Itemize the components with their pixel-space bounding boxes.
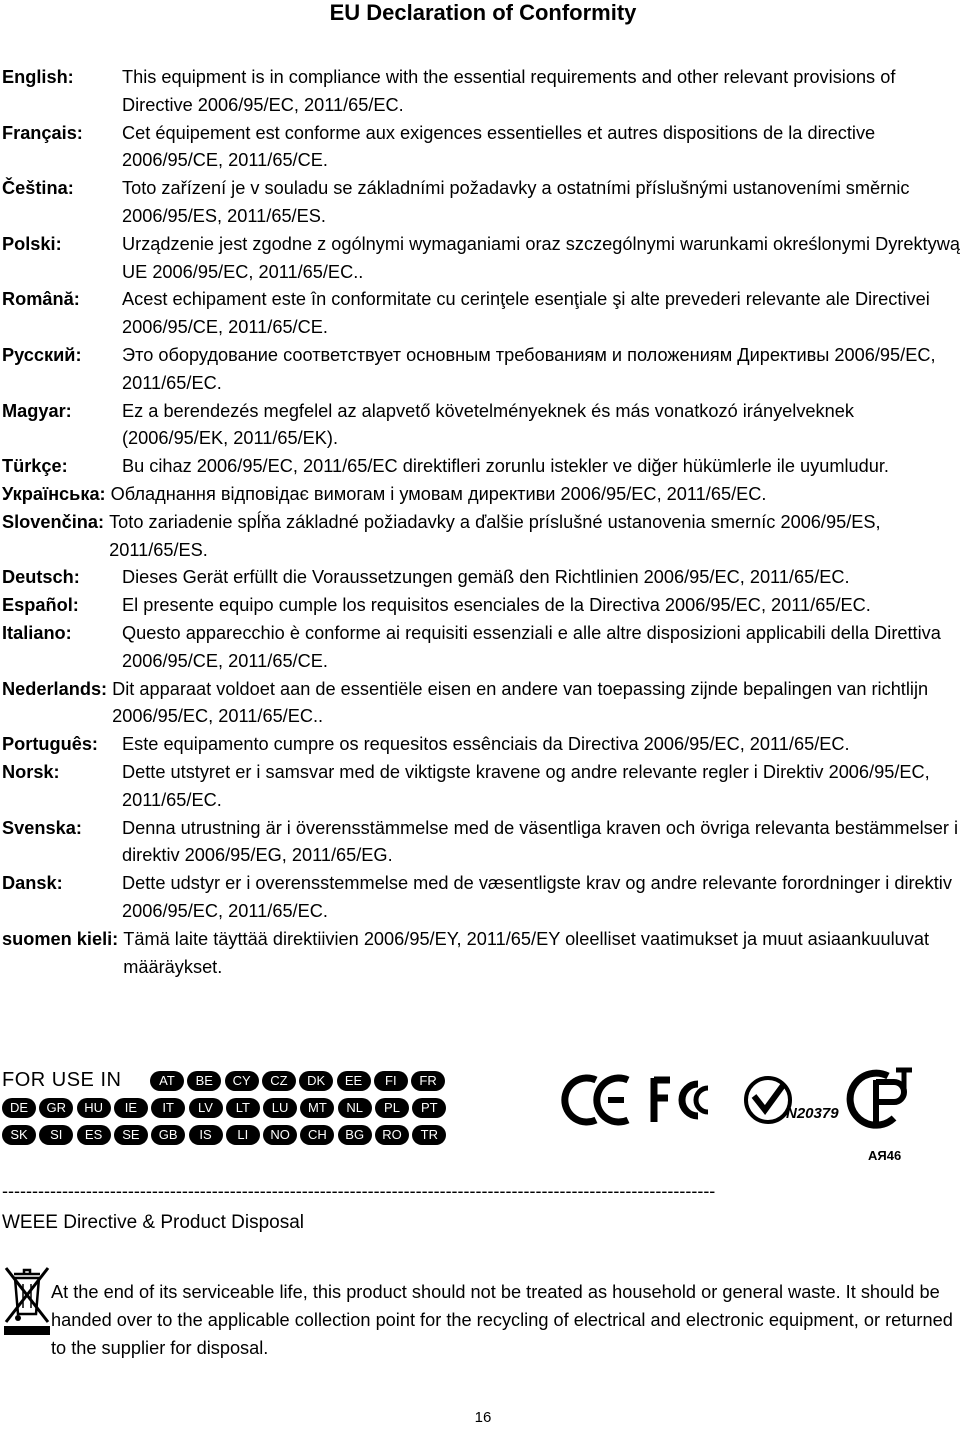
country-code-badge: GB [151,1125,185,1145]
declaration-text: Cet équipement est conforme aux exigences essentielles et autres dispositions de la directive 2006/95/CE, 2011/65/CE. [122,122,876,171]
ce-mark-icon [565,1078,628,1122]
declaration-row [2,398,960,454]
for-use-in-label: FOR USE IN [2,1069,122,1091]
declaration-text: El presente equipo cumple los requisitos esenciales de la Directiva 2006/95/EC, 2011/65/EC. [122,595,871,616]
country-code-badge: AT [150,1071,184,1091]
c-tick-mark-icon [746,1078,790,1122]
declaration-text: Ez a berendezés megfelel az alapvető követelményeknek és más vonatkozó irányelveknek (2006/95/EK, 2011/65/EK). [122,400,854,449]
language-label: suomen kieli: [2,928,119,949]
country-code-badge: SI [39,1125,73,1145]
declaration-row [2,759,960,815]
country-code-badge: CH [300,1125,334,1145]
country-code-badge: HU [77,1098,111,1118]
country-code-badge: FR [411,1071,445,1091]
fcc-mark-icon [654,1078,708,1122]
gost-r-mark-icon [850,1070,912,1125]
language-label: Türkçe: [2,456,68,477]
declaration-row [2,342,960,398]
declaration-row [2,453,960,481]
language-label: Svenska: [2,817,82,838]
language-label: Português: [2,734,98,755]
declaration-text: Toto zariadenie spĺňa základné požiadavky a ďalšie príslušné ustanovenia smerníc 2006/95/ES, 2011/65/ES. [109,511,881,560]
country-code-badge: DK [299,1071,333,1091]
country-code-badge: CY [225,1071,259,1091]
country-code-badge: CZ [262,1071,296,1091]
country-code-badge: LT [226,1098,260,1118]
language-label: Dansk: [2,873,63,894]
country-code-badge: NL [338,1098,372,1118]
country-code-badge: FI [374,1071,408,1091]
declaration-text: Dette utstyret er i samsvar med de viktigste kravene og andre relevante regler i Direktiv 2006/95/EC, 2011/65/EC. [122,761,930,810]
declaration-row [2,676,960,732]
country-code-badge: IT [151,1098,185,1118]
declaration-text: Dit apparaat voldoet aan de essentiële eisen en andere van toepassing zijnde bepalingen van richtlijn 2006/95/EC, 2011/65/EC.. [112,678,929,727]
country-code-badge: LU [263,1098,297,1118]
country-code-badge: SE [114,1125,148,1145]
country-code-badge: LI [226,1125,260,1145]
weee-title: WEEE Directive & Product Disposal [2,1212,304,1233]
declaration-row [2,64,960,120]
declaration-text: Acest echipament este în conformitate cu cerinţele esenţiale şi alte prevederi relevante ale Directivei 2006/95/CE, 2011/65/CE. [122,289,930,338]
language-label: Русский: [2,344,82,365]
declaration-text: This equipment is in compliance with the essential requirements and other relevant provisions of Directive 2006/95/EC, 2011/65/EC. [122,67,896,115]
declaration-text: Обладнання відповідає вимогам і умовам директиви 2006/95/EC, 2011/65/EC. [110,483,767,504]
declarations-list [2,64,960,981]
declaration-text: Dieses Gerät erfüllt die Voraussetzungen gemäß den Richtlinien 2006/95/EC, 2011/65/EC. [122,567,850,588]
weee-text: At the end of its serviceable life, this product should not be treated as household or general waste. It should be handed over to the applicable collection point for the recycling of electrical and electronic equipment, or returned to the supplier for disposal. [51,1282,953,1358]
language-label: Nederlands: [2,678,108,699]
declaration-row [2,175,960,231]
declaration-text: Bu cihaz 2006/95/EC, 2011/65/EC direktifleri zorunlu istekler ve diğer hükümlerle ile uyumludur. [122,456,889,477]
country-code-badge: PL [375,1098,409,1118]
language-label: Español: [2,595,79,616]
declaration-row [2,870,960,926]
country-code-badge: TR [412,1125,446,1145]
declaration-row [2,481,960,509]
language-label: Čeština: [2,178,74,199]
declaration-text: Questo apparecchio è conforme ai requisiti essenziali e alle altre disposizioni applicabili della Direttiva 2006/95/CE, 2011/65/CE. [122,622,941,671]
certification-marks [558,1066,918,1166]
country-code-badge: IS [189,1125,223,1145]
country-code-badge: EE [337,1071,371,1091]
language-label: English: [2,67,74,87]
country-code-badge: MT [300,1098,334,1118]
declaration-row [2,564,960,592]
declaration-text: Это оборудование соответствует основным требованиям и положениям Директивы 2006/95/EC, 2011/65/EC. [122,344,936,393]
country-code-badge: ES [77,1125,111,1145]
language-label: Deutsch: [2,567,80,588]
page-number: 16 [474,1409,492,1426]
page-title: EU Declaration of Conformity [329,0,637,25]
declaration-row [2,231,960,287]
crossed-bin-icon [2,1262,52,1338]
language-label: Română: [2,289,80,310]
declaration-row [2,286,960,342]
country-code-badge: PT [412,1098,446,1118]
declaration-row [2,926,960,982]
country-code-badge: RO [375,1125,409,1145]
country-code-badge: NO [263,1125,297,1145]
declaration-row [2,620,960,676]
country-code-badge: BG [338,1125,372,1145]
language-label: Norsk: [2,761,60,782]
separator-line: ----------------------------------------------------------------------------------------------------------------------- [2,1181,716,1201]
declaration-row [2,120,960,176]
declaration-text: Urządzenie jest zgodne z ogólnymi wymaganiami oraz szczególnymi warunkami określonymi Dyrektywą UE 2006/95/EC, 2011/65/EC.. [122,233,960,282]
declaration-row [2,815,960,871]
declaration-row [2,509,960,565]
gost-code: АЯ46 [868,1148,902,1163]
declaration-text: Denna utrustning är i överensstämmelse med de väsentliga kraven och övriga relevanta bestämmelser i direktiv 2006/95/EG, 2011/65/EG. [122,817,959,866]
country-code-badge: IE [114,1098,148,1118]
n-code: N20379 [786,1105,839,1122]
language-label: Français: [2,122,83,143]
country-code-badge: GR [39,1098,73,1118]
language-label: Українська: [2,483,106,504]
country-code-badge: BE [187,1071,221,1091]
declaration-row [2,592,960,620]
language-label: Slovenčina: [2,511,105,532]
declaration-text: Dette udstyr er i overensstemmelse med de væsentligste krav og andre relevante forordninger i direktiv 2006/95/EC, 2011/65/EC. [122,873,952,921]
country-code-badge: SK [2,1125,36,1145]
declaration-text: Tämä laite täyttää direktiivien 2006/95/EY, 2011/65/EY oleelliset vaatimukset ja muut asiaankuuluvat määräykset. [123,928,930,977]
language-label: Italiano: [2,622,72,643]
declaration-text: Toto zařízení je v souladu se základními požadavky a ostatními příslušnými ustanoveními směrnic 2006/95/ES, 2011/65/ES. [122,178,910,226]
country-code-badge: DE [2,1098,36,1118]
language-label: Magyar: [2,400,72,421]
declaration-text: Este equipamento cumpre os requesitos essênciais da Directiva 2006/95/EC, 2011/65/EC. [122,734,850,755]
declaration-row [2,731,960,759]
language-label: Polski: [2,233,62,254]
country-code-badge: LV [189,1098,223,1118]
